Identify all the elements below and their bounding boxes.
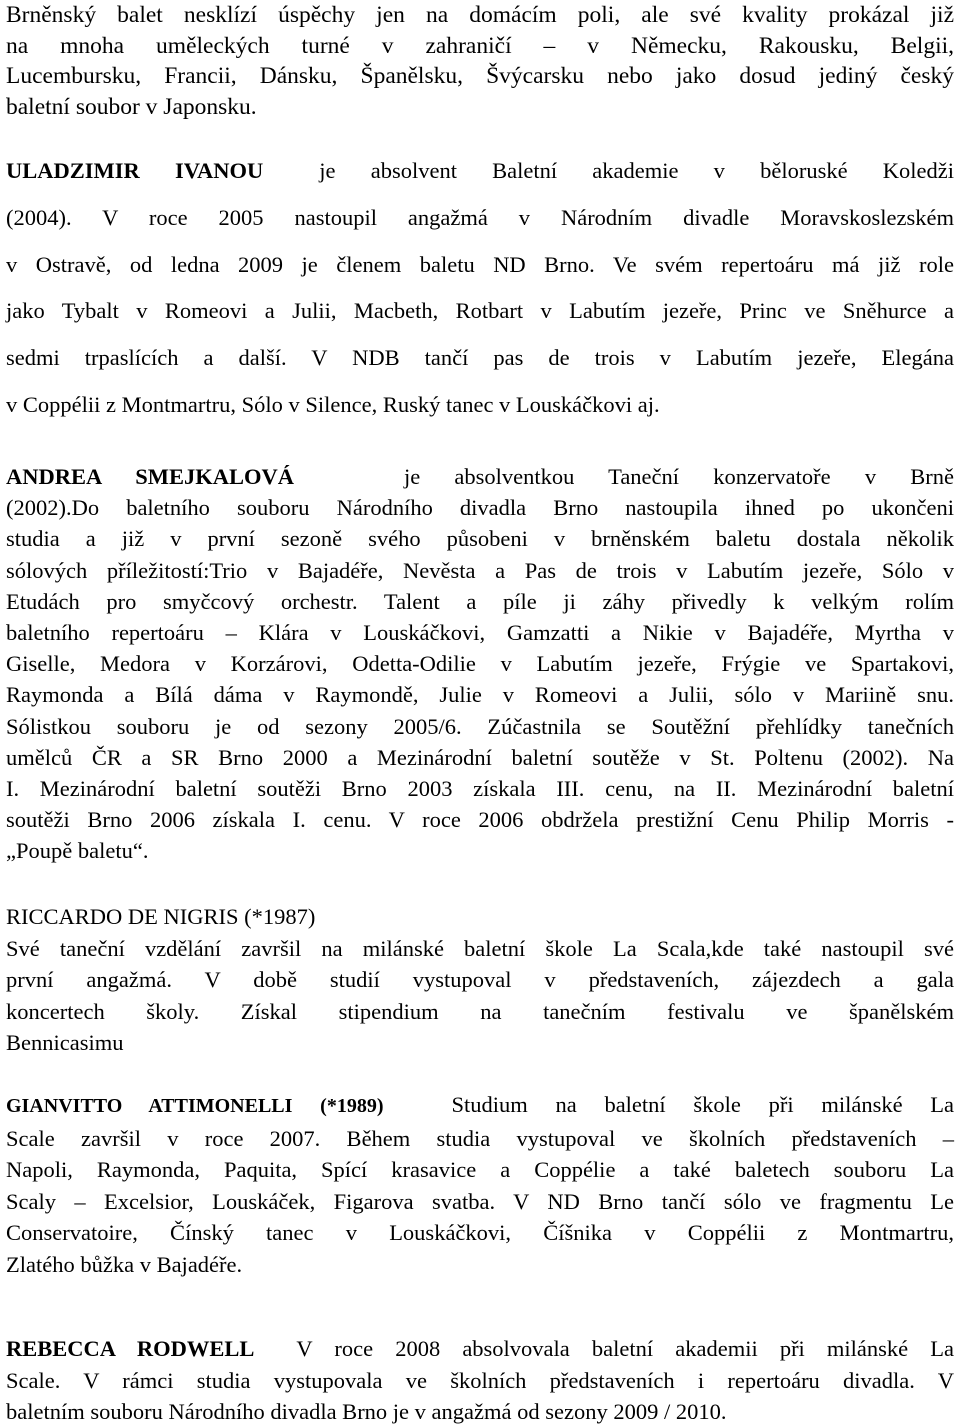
text-line: Etudách pro smyčcový orchestr. Talent a píle ji záhy přivedly k velkým rolím [6,588,954,614]
text-line: baletního repertoáru – Klára v Louskáčkovi, Gamzatti a Nikie v Bajadéře, Myrtha v [6,620,954,646]
bio-ivanou [6,148,954,429]
bio-attimonelli [6,1089,954,1280]
bio-first-line [6,148,954,195]
dancer-name: ANDREA SMEJKALOVÁ [6,464,294,489]
intro-paragraph [6,0,954,122]
text-line: I. Mezinárodní baletní soutěži Brno 2003 získala III. cenu, na II. Mezinárodní baletní [6,776,954,802]
text-line: baletní soubor v Japonsku. [6,93,257,120]
bio-first-line-text: V roce 2008 absolvovala baletní akademii při milánské La [296,1336,954,1361]
birth-year: (*1987) [244,904,316,929]
bio-denigris [6,901,954,1059]
text-line: Raymonda a Bílá dáma v Raymondě, Julie v Romeovi a Julii, sólo v Mariině snu. [6,682,954,708]
text-line: Své taneční vzdělání završil na milánské baletní škole La Scala,kde také nastoupil své [6,935,954,961]
bio-first-line [6,461,954,492]
text-line: studia a již v první sezoně svého působeni v brněnském baletu dostala několik [6,526,954,552]
text-line: sólových příležitostí:Trio v Bajadéře, Nevěsta a Pas de trois v Labutím jezeře, Sólo v [6,557,954,583]
bio-first-line-text: je absolventkou Taneční konzervatoře v Brně [403,464,954,489]
text-line: na mnoha uměleckých turné v zahraničí – v Německu, Rakousku, Belgii, [6,32,954,59]
text-line: (2004). V roce 2005 nastoupil angažmá v Národním divadle Moravskoslezském [6,204,954,230]
text-line: Giselle, Medora v Korzárovi, Odetta-Odilie v Labutím jezeře, Frýgie ve Spartakovi, [6,651,954,677]
text-line: Lucembursku, Francii, Dánsku, Španělsku, Švýcarsku nebo jako dosud jediný český [6,63,954,89]
text-line: (2002).Do baletního souboru Národního divadla Brno nastoupila ihned po ukončeni [6,495,954,521]
text-line: sedmi trpaslících a další. V NDB tančí pas de trois v Labutím jezeře, Elegána [6,345,954,371]
dancer-name: REBECCA RODWELL [6,1336,255,1361]
text-line: baletním souboru Národního divadla Brno je v angažmá od sezony 2009 / 2010. [6,1399,727,1424]
bio-first-line-text: je absolvent Baletní akademie v běloruské Koledži [319,158,954,183]
bio-first-line-text: Studium na baletní škole při milánské La [451,1092,955,1117]
birth-year: (*1989) [320,1095,384,1117]
bio-first-line [6,901,954,933]
dancer-name: RICCARDO DE NIGRIS [6,904,239,929]
text-line: Scale. V rámci studia vystupovala ve školních představeních i repertoáru divadla. V [6,1367,954,1393]
dancer-name: GIANVITTO ATTIMONELLI [6,1095,293,1117]
bio-rodwell [6,1333,954,1428]
text-line: v Ostravě, od ledna 2009 je členem baletu ND Brno. Ve svém repertoáru má již role [6,251,954,277]
text-line: umělců ČR a SR Brno 2000 a Mezinárodní baletní soutěže v St. Poltenu (2002). Na [6,744,954,770]
text-line: Zlatého bůžka v Bajadéře. [6,1251,243,1277]
text-line: Brněnský balet nesklízí úspěchy jen na domácím poli, ale své kvality prokázal již [6,2,954,28]
bio-first-line [6,1333,954,1365]
text-line: Bennicasimu [6,1030,124,1055]
text-line: v Coppélii z Montmartru, Sólo v Silence, Ruský tanec v Louskáčkovi aj. [6,391,660,417]
text-line: soutěži Brno 2006 získala I. cenu. V roce 2006 obdržela prestižní Cenu Philip Morris - [6,807,954,833]
text-line: Scaly – Excelsior, Louskáček, Figarova svatba. V ND Brno tančí sólo ve fragmentu Le [6,1188,954,1214]
bio-smejkalova [6,461,954,867]
text-line: „Poupě baletu“. [6,838,149,864]
text-line: jako Tybalt v Romeovi a Julii, Macbeth, Rotbart v Labutím jezeře, Princ ve Sněhurce a [6,298,954,324]
text-line: první angažmá. V době studií vystupoval v představeních, zájezdech a gala [6,967,954,992]
text-line: Conservatoire, Čínský tanec v Louskáčkovi, Číšnika v Coppélii z Montmartru, [6,1220,954,1245]
text-line: Napoli, Raymonda, Paquita, Spící krasavice a Coppélie a také baletech souboru La [6,1157,954,1182]
bio-first-line [6,1089,954,1123]
text-line: Scale završil v roce 2007. Během studia vystupoval ve školních představeních – [6,1125,954,1151]
text-line: Sólistkou souboru je od sezony 2005/6. Zúčastnila se Soutěžní přehlídky tanečních [6,713,954,739]
text-line: koncertech školy. Získal stipendium na tanečním festivalu ve španělském [6,998,954,1024]
dancer-name: ULADZIMIR IVANOU [6,158,264,183]
